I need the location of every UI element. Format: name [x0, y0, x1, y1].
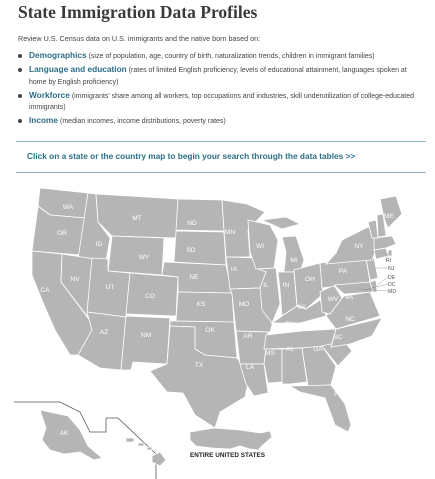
- state-label: NM: [140, 332, 152, 339]
- state-label: ID: [95, 241, 103, 248]
- demographics-link[interactable]: Demographics: [29, 50, 87, 60]
- income-link[interactable]: Income: [29, 115, 59, 125]
- state-label: WA: [62, 204, 74, 211]
- workforce-desc: (immigrants' share among all workers, top occupations and industries, skill underutilization of college-educated immigrants): [29, 92, 415, 111]
- state-ny[interactable]: [326, 226, 376, 264]
- state-label: AL: [285, 346, 295, 353]
- state-label: AR: [243, 333, 253, 340]
- state-label: WY: [138, 254, 150, 261]
- state-label-small[interactable]: RI: [386, 258, 392, 264]
- state-label: MT: [132, 215, 142, 222]
- state-label-small[interactable]: DE: [388, 275, 396, 281]
- state-label: AZ: [99, 329, 109, 336]
- state-ri[interactable]: [388, 250, 392, 256]
- income-desc: (median incomes, income distributions, poverty rates): [60, 118, 226, 125]
- state-label: AK: [59, 430, 69, 437]
- state-label: GA: [313, 346, 323, 353]
- state-label-small[interactable]: DC: [388, 282, 396, 288]
- state-label: ND: [187, 220, 197, 227]
- state-label: OK: [205, 327, 215, 334]
- state-label: NC: [345, 316, 355, 323]
- state-label: KS: [196, 301, 206, 308]
- page-title: State Immigration Data Profiles: [18, 2, 258, 22]
- state-label: OR: [57, 230, 67, 237]
- language-education-desc: (rates of limited English proficiency, levels of educational attainment, languages spoken at home by English proficiency): [29, 67, 407, 86]
- state-label: NE: [189, 274, 199, 281]
- demographics-desc: (size of population, age, country of birth, naturalization trends, children in immigrant families): [88, 53, 375, 60]
- entire-us-map[interactable]: [190, 428, 272, 450]
- state-label: ME: [384, 213, 394, 220]
- state-label: KY: [297, 304, 307, 311]
- state-label: NV: [70, 276, 80, 283]
- state-label: WI: [255, 243, 265, 250]
- state-label: UT: [105, 284, 115, 291]
- state-label: NY: [354, 243, 364, 250]
- state-label: TX: [194, 362, 204, 369]
- intro-text: Review U.S. Census data on U.S. immigrants and the native born based on:: [18, 34, 261, 43]
- cta-link[interactable]: Click on a state or the country map to begin your search through the data tables >>: [27, 151, 356, 161]
- workforce-link[interactable]: Workforce: [29, 89, 70, 100]
- state-label: TN: [285, 321, 295, 328]
- state-label-small[interactable]: NJ: [388, 266, 395, 272]
- state-label: IN: [282, 282, 290, 289]
- state-label: IA: [230, 266, 238, 273]
- state-label: MI: [290, 257, 298, 264]
- state-wy[interactable]: [108, 236, 164, 275]
- state-label: WV: [327, 296, 339, 303]
- state-label: CA: [40, 287, 50, 294]
- state-nd[interactable]: [176, 199, 224, 231]
- state-label: IL: [263, 282, 269, 289]
- state-label: PA: [338, 268, 348, 275]
- state-label: SD: [186, 247, 196, 254]
- state-nm[interactable]: [121, 316, 170, 370]
- state-ak[interactable]: [40, 410, 102, 460]
- state-label-small[interactable]: MD: [388, 289, 397, 295]
- state-mi[interactable]: [282, 236, 304, 272]
- language-education-link[interactable]: Language and education: [29, 64, 127, 74]
- state-label: HI: [136, 453, 144, 460]
- entire-us-label[interactable]: ENTIRE UNITED STATES: [190, 452, 266, 459]
- state-sd[interactable]: [174, 231, 226, 265]
- state-label: SC: [333, 334, 343, 341]
- state-label: MS: [265, 350, 275, 357]
- state-label: FL: [334, 391, 342, 398]
- state-hi[interactable]: [126, 438, 166, 466]
- state-label: MN: [224, 229, 236, 236]
- state-label: LA: [245, 364, 255, 371]
- state-label: OH: [305, 276, 315, 283]
- state-label: VA: [344, 294, 354, 301]
- state-label: CO: [145, 293, 155, 300]
- state-label: MO: [238, 301, 250, 308]
